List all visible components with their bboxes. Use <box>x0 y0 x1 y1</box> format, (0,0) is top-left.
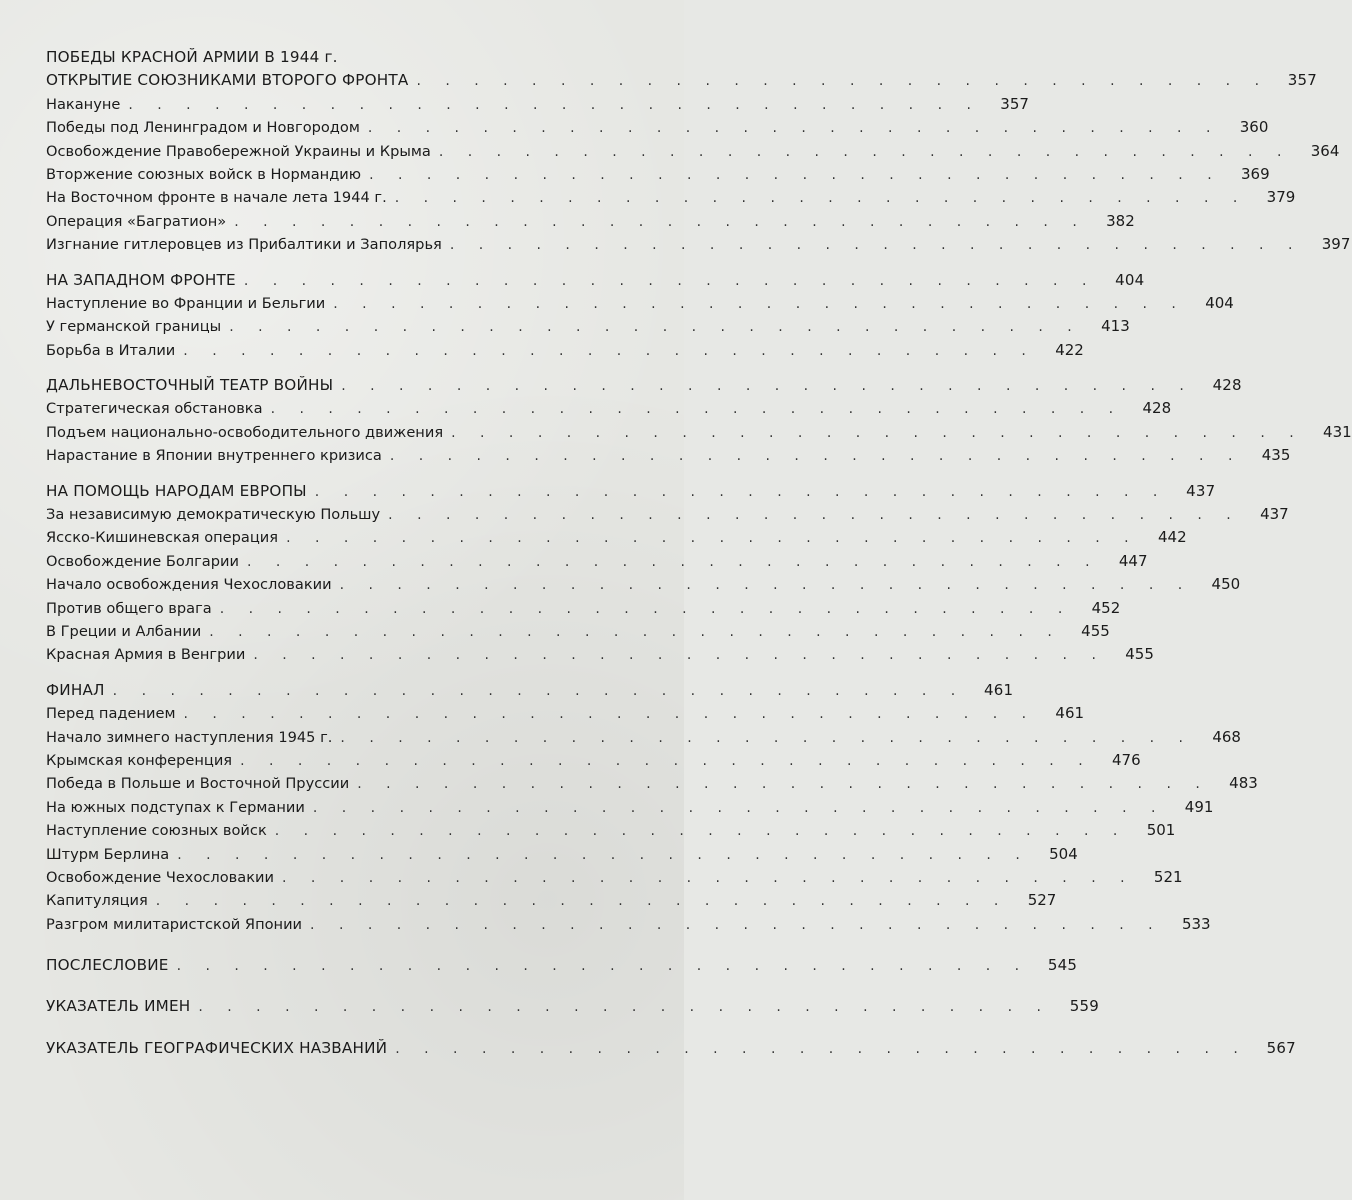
toc-item-row[interactable] <box>46 643 1154 666</box>
toc-item-title: У германской границы <box>46 318 222 336</box>
toc-item-page-number: 397 <box>1321 235 1351 254</box>
leader-dots: . . . . . . . . . . . . . . . . . . . . . . . . . . . . . . <box>357 776 1210 793</box>
toc-item-page-number: 447 <box>1118 551 1148 570</box>
toc-heading-row[interactable] <box>46 1037 1296 1060</box>
toc-item-title: Освобождение Правобережной Украины и Крыма <box>46 142 431 160</box>
toc-heading-row[interactable] <box>46 995 1099 1018</box>
toc-heading-page-number: 428 <box>1212 376 1242 395</box>
toc-item-title: Борьба в Италии <box>46 341 176 359</box>
leader-dots: . . . . . . . . . . . . . . . . . . . . . . . . . . . . . . <box>314 483 1168 500</box>
section-gap <box>46 468 622 480</box>
leader-dots: . . . . . . . . . . . . . . . . . . . . . . . . . . . . . . <box>243 272 1097 289</box>
toc-heading-page-number: 545 <box>1047 956 1078 975</box>
toc-item-title: Нарастание в Японии внутреннего кризиса <box>46 447 382 465</box>
toc-item-page-number: 379 <box>1266 188 1296 207</box>
leader-dots: . . . . . . . . . . . . . . . . . . . . . . . . . . . . . . <box>367 120 1221 137</box>
section-gap <box>46 1019 622 1037</box>
section-gap <box>46 667 622 679</box>
toc-item-row[interactable] <box>46 550 1148 573</box>
leader-dots: . . . . . . . . . . . . . . . . . . . . . . . . . . . . . . <box>198 999 1051 1016</box>
toc-heading-title: ПОБЕДЫ КРАСНОЙ АРМИИ В 1944 г. <box>46 48 338 66</box>
toc-item-title: Начало освобождения Чехословакии <box>46 576 332 594</box>
toc-item-title: Победы под Ленинградом и Новгородом <box>46 119 360 137</box>
toc-item-page-number: 413 <box>1101 317 1130 336</box>
toc-item-title: Наступление во Франции и Бельгии <box>46 294 326 312</box>
leader-dots: . . . . . . . . . . . . . . . . . . . . . . . . . . . . . . <box>177 846 1030 863</box>
leader-dots: . . . . . . . . . . . . . . . . . . . . . . . . . . . . . . <box>128 96 981 113</box>
toc-heading-row[interactable] <box>46 46 622 69</box>
toc-item-title: Подъем национально-освободительного движения <box>46 423 444 441</box>
leader-dots: . . . . . . . . . . . . . . . . . . . . . . . . . . . . . . <box>394 190 1248 207</box>
leader-dots: . . . . . . . . . . . . . . . . . . . . . . . . . . . . . . <box>274 823 1128 840</box>
toc-heading-page-number: 437 <box>1186 481 1216 500</box>
toc-item-page-number: 476 <box>1112 750 1141 769</box>
toc-item-page-number: 527 <box>1027 891 1057 910</box>
toc-item-page-number: 382 <box>1106 211 1135 230</box>
toc-item-title: Изгнание гитлеровцев из Прибалтики и Заполярья <box>46 236 442 254</box>
toc-heading-page-number: 559 <box>1069 997 1099 1016</box>
toc-item-row[interactable] <box>46 866 1183 889</box>
leader-dots: . . . . . . . . . . . . . . . . . . . . . . . . . . . . . . <box>333 295 1186 312</box>
toc-item-page-number: 533 <box>1181 914 1211 933</box>
toc-item-page-number: 357 <box>1000 94 1029 113</box>
toc-item-title: Разгром милитаристской Японии <box>46 915 303 933</box>
toc-item-page-number: 437 <box>1260 505 1289 524</box>
toc-item-title: Освобождение Чехословакии <box>46 868 274 886</box>
leader-dots: . . . . . . . . . . . . . . . . . . . . . . . . . . . . . . <box>416 73 1270 90</box>
toc-item-row[interactable] <box>46 702 1085 725</box>
toc-item-row[interactable] <box>46 233 1351 256</box>
toc-item-title: На Восточном фронте в начале лета 1944 г. <box>46 189 387 207</box>
toc-heading-page-number: 567 <box>1266 1038 1296 1057</box>
toc-item-row[interactable] <box>46 843 1078 866</box>
toc-heading-title: УКАЗАТЕЛЬ ИМЕН <box>46 997 191 1016</box>
toc-item-row[interactable] <box>46 526 1187 549</box>
leader-dots: . . . . . . . . . . . . . . . . . . . . . . . . . . . . . . <box>155 893 1009 910</box>
section-gap <box>46 362 622 374</box>
leader-dots: . . . . . . . . . . . . . . . . . . . . . . . . . . . . . . <box>341 378 1194 395</box>
toc-item-row[interactable] <box>46 503 1289 526</box>
leader-dots: . . . . . . . . . . . . . . . . . . . . . . . . . . . . . . <box>449 237 1303 254</box>
toc-item-row[interactable] <box>46 620 1110 643</box>
toc-item-page-number: 483 <box>1229 774 1258 793</box>
toc-heading-title: ФИНАЛ <box>46 680 105 699</box>
toc-item-title: Крымская конференция <box>46 751 233 769</box>
leader-dots: . . . . . . . . . . . . . . . . . . . . . . . . . . . . . . <box>183 342 1036 359</box>
toc-heading-row[interactable] <box>46 269 1145 292</box>
toc-item-row[interactable] <box>46 292 1234 315</box>
toc-item-title: Против общего врага <box>46 599 212 617</box>
toc-item-row[interactable] <box>46 397 1172 420</box>
toc-heading-page-number: 357 <box>1287 71 1318 90</box>
toc-item-row[interactable] <box>46 749 1141 772</box>
toc-item-row[interactable] <box>46 339 1084 362</box>
toc-heading-title: ОТКРЫТИЕ СОЮЗНИКАМИ ВТОРОГО ФРОНТА <box>46 71 409 90</box>
leader-dots: . . . . . . . . . . . . . . . . . . . . . . . . . . . . . . <box>451 424 1304 441</box>
toc-item-title: Наступление союзных войск <box>46 822 267 840</box>
toc-item-page-number: 491 <box>1184 797 1214 816</box>
leader-dots: . . . . . . . . . . . . . . . . . . . . . . . . . . . . . . <box>253 647 1106 664</box>
leader-dots: . . . . . . . . . . . . . . . . . . . . . . . . . . . . . . <box>229 319 1082 336</box>
toc-item-row[interactable] <box>46 163 1270 186</box>
toc-heading-page-number: 404 <box>1115 270 1145 289</box>
toc-item-page-number: 455 <box>1125 645 1154 664</box>
toc-item-title: Операция «Багратион» <box>46 212 227 230</box>
toc-item-page-number: 431 <box>1323 422 1352 441</box>
toc-item-title: Ясско-Кишиневская операция <box>46 529 279 547</box>
leader-dots: . . . . . . . . . . . . . . . . . . . . . . . . . . . . . . <box>389 448 1243 465</box>
toc-item-title: Капитуляция <box>46 892 148 910</box>
toc-heading-row[interactable] <box>46 480 1216 503</box>
toc-item-page-number: 455 <box>1081 621 1110 640</box>
toc-heading-row[interactable] <box>46 679 1014 702</box>
toc-item-row[interactable] <box>46 421 1352 444</box>
toc-item-title: Штурм Берлина <box>46 845 170 863</box>
toc-item-title: Вторжение союзных войск в Нормандию <box>46 165 362 183</box>
toc-item-title: Победа в Польше и Восточной Пруссии <box>46 775 350 793</box>
toc-item-page-number: 422 <box>1055 340 1084 359</box>
toc-item-page-number: 521 <box>1153 867 1183 886</box>
toc-item-row[interactable] <box>46 315 1130 338</box>
leader-dots: . . . . . . . . . . . . . . . . . . . . . . . . . . . . . . <box>183 706 1037 723</box>
leader-dots: . . . . . . . . . . . . . . . . . . . . . . . . . . . . . . <box>395 1040 1248 1057</box>
toc-item-row[interactable] <box>46 116 1269 139</box>
leader-dots: . . . . . . . . . . . . . . . . . . . . . . . . . . . . . . <box>312 799 1166 816</box>
toc-heading-page-number: 461 <box>984 680 1014 699</box>
leader-dots: . . . . . . . . . . . . . . . . . . . . . . . . . . . . . . <box>246 553 1100 570</box>
leader-dots: . . . . . . . . . . . . . . . . . . . . . . . . . . . . . . <box>286 530 1139 547</box>
leader-dots: . . . . . . . . . . . . . . . . . . . . . . . . . . . . . . <box>310 916 1163 933</box>
toc-heading-row[interactable] <box>46 374 1242 397</box>
toc-item-page-number: 364 <box>1310 141 1340 160</box>
leader-dots: . . . . . . . . . . . . . . . . . . . . . . . . . . . . . . <box>369 166 1222 183</box>
leader-dots: . . . . . . . . . . . . . . . . . . . . . . . . . . . . . . <box>438 143 1292 160</box>
toc-item-row[interactable] <box>46 140 1340 163</box>
toc-heading-row[interactable] <box>46 954 1078 977</box>
toc-heading-title: НА ПОМОЩЬ НАРОДАМ ЕВРОПЫ <box>46 481 307 500</box>
leader-dots: . . . . . . . . . . . . . . . . . . . . . . . . . . . . . . <box>388 507 1241 524</box>
toc-item-row[interactable] <box>46 210 1135 233</box>
toc-item-page-number: 435 <box>1261 446 1291 465</box>
section-gap <box>46 257 622 269</box>
toc-item-page-number: 450 <box>1211 575 1241 594</box>
toc-item-page-number: 504 <box>1049 844 1078 863</box>
toc-item-row[interactable] <box>46 444 1291 467</box>
leader-dots: . . . . . . . . . . . . . . . . . . . . . . . . . . . . . . <box>282 869 1135 886</box>
section-gap <box>46 936 622 954</box>
toc-item-title: Красная Армия в Венгрии <box>46 646 246 664</box>
leader-dots: . . . . . . . . . . . . . . . . . . . . . . . . . . . . . . <box>209 623 1062 640</box>
toc-item-page-number: 428 <box>1142 399 1172 418</box>
toc-item-page-number: 442 <box>1157 528 1187 547</box>
toc-heading-title: НА ЗАПАДНОМ ФРОНТЕ <box>46 270 236 289</box>
toc-heading-row[interactable] <box>46 69 1318 92</box>
toc-heading-title: ПОСЛЕСЛОВИЕ <box>46 956 169 975</box>
toc-item-page-number: 501 <box>1146 821 1176 840</box>
toc-item-row[interactable] <box>46 573 1241 596</box>
leader-dots: . . . . . . . . . . . . . . . . . . . . . . . . . . . . . . <box>176 958 1030 975</box>
toc-item-title: Освобождение Болгарии <box>46 552 239 570</box>
toc-item-title: Перед падением <box>46 705 176 723</box>
toc-item-title: За независимую демократическую Польшу <box>46 506 381 524</box>
toc-item-row[interactable] <box>46 597 1121 620</box>
toc-item-page-number: 360 <box>1239 118 1269 137</box>
leader-dots: . . . . . . . . . . . . . . . . . . . . . . . . . . . . . . <box>340 729 1193 746</box>
toc-item-row[interactable] <box>46 726 1241 749</box>
toc-heading-title: УКАЗАТЕЛЬ ГЕОГРАФИЧЕСКИХ НАЗВАНИЙ <box>46 1038 388 1057</box>
toc-item-page-number: 369 <box>1241 164 1270 183</box>
toc-item-title: На южных подступах к Германии <box>46 798 305 816</box>
leader-dots: . . . . . . . . . . . . . . . . . . . . . . . . . . . . . . <box>270 401 1124 418</box>
toc-item-row[interactable] <box>46 93 1029 116</box>
toc-item-title: Стратегическая обстановка <box>46 400 263 418</box>
toc-item-page-number: 452 <box>1091 598 1121 617</box>
section-gap <box>46 977 622 995</box>
toc-item-row[interactable] <box>46 772 1258 795</box>
toc-item-row[interactable] <box>46 186 1296 209</box>
toc-item-title: Начало зимнего наступления 1945 г. <box>46 728 333 746</box>
toc-item-row[interactable] <box>46 889 1057 912</box>
table-of-contents <box>46 46 1352 1060</box>
toc-item-page-number: 404 <box>1205 293 1234 312</box>
toc-item-title: В Греции и Албании <box>46 622 202 640</box>
leader-dots: . . . . . . . . . . . . . . . . . . . . . . . . . . . . . . <box>112 682 966 699</box>
leader-dots: . . . . . . . . . . . . . . . . . . . . . . . . . . . . . . <box>234 213 1087 230</box>
toc-item-row[interactable] <box>46 819 1176 842</box>
leader-dots: . . . . . . . . . . . . . . . . . . . . . . . . . . . . . . <box>219 600 1073 617</box>
toc-item-page-number: 468 <box>1212 727 1241 746</box>
leader-dots: . . . . . . . . . . . . . . . . . . . . . . . . . . . . . . <box>339 577 1193 594</box>
leader-dots: . . . . . . . . . . . . . . . . . . . . . . . . . . . . . . <box>240 752 1093 769</box>
toc-heading-title: ДАЛЬНЕВОСТОЧНЫЙ ТЕАТР ВОЙНЫ <box>46 376 334 395</box>
toc-item-row[interactable] <box>46 913 1211 936</box>
toc-item-row[interactable] <box>46 796 1214 819</box>
toc-item-title: Накануне <box>46 95 121 113</box>
toc-item-page-number: 461 <box>1055 704 1085 723</box>
